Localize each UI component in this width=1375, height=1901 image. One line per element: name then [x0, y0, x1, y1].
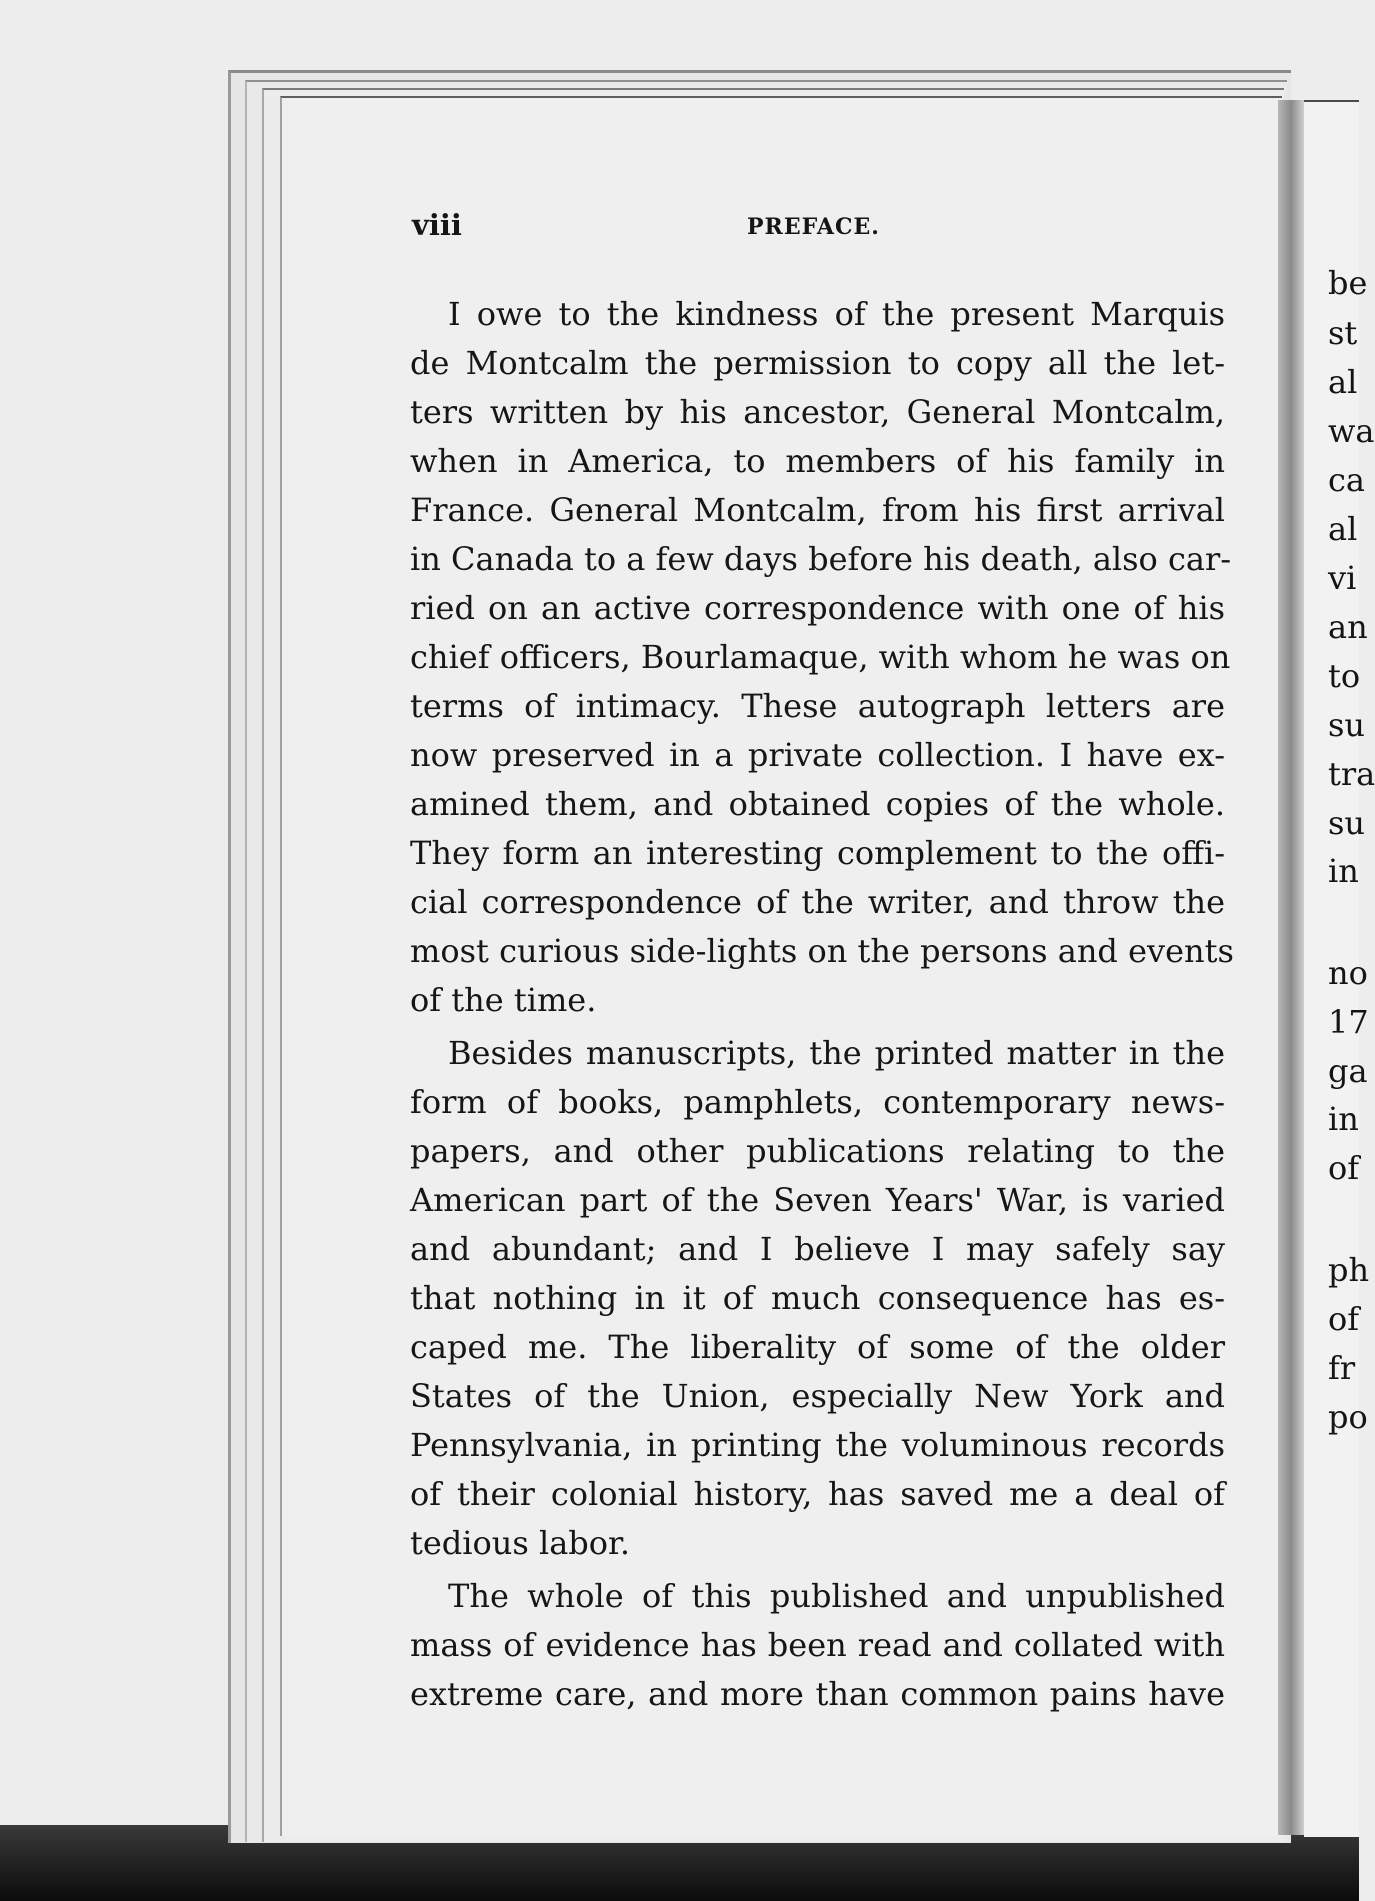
text-line: that nothing in it of much consequence has es- [410, 1279, 1225, 1317]
facing-page-fragment: an [1328, 608, 1368, 646]
facing-page-fragment: ga [1328, 1052, 1368, 1090]
text-line: in Canada to a few days before his death, also car- [410, 540, 1232, 578]
text-line: papers, and other publications relating to the [410, 1132, 1225, 1170]
facing-page-fragment: ca [1328, 461, 1365, 499]
running-head: PREFACE. [747, 214, 880, 240]
facing-page-fragment: vi [1328, 559, 1357, 597]
facing-page-fragment: 17 [1328, 1003, 1369, 1041]
text-line: States of the Union, especially New York and [410, 1377, 1225, 1415]
page-number: viii [412, 208, 462, 242]
text-line: The whole of this published and unpublished [448, 1577, 1225, 1615]
text-line: ters written by his ancestor, General Montcalm, [410, 393, 1225, 431]
text-line: amined them, and obtained copies of the whole. [410, 785, 1225, 823]
text-line: extreme care, and more than common pains have [410, 1675, 1225, 1713]
facing-page-fragment: su [1328, 706, 1366, 744]
text-line: tedious labor. [410, 1524, 630, 1562]
facing-page-fragment: al [1328, 363, 1358, 401]
facing-page-fragment: ph [1328, 1251, 1370, 1289]
facing-page-fragment: po [1328, 1398, 1368, 1436]
facing-page-fragment: in [1328, 1100, 1359, 1138]
facing-page-fragment: tra [1328, 755, 1375, 793]
text-line: Pennsylvania, in printing the voluminous records [410, 1426, 1225, 1464]
text-line: I owe to the kindness of the present Marquis [448, 295, 1225, 333]
text-line: cial correspondence of the writer, and throw the [410, 883, 1225, 921]
page-header [412, 208, 1226, 248]
facing-page-fragment: to [1328, 657, 1361, 695]
facing-page-fragment: fr [1328, 1349, 1356, 1387]
text-line: form of books, pamphlets, contemporary news- [410, 1083, 1225, 1121]
text-line: ried on an active correspondence with one of his [410, 589, 1225, 627]
facing-page-fragment: no [1328, 954, 1368, 992]
facing-page-fragment: al [1328, 510, 1358, 548]
text-line: most curious side-lights on the persons and events [410, 932, 1234, 970]
facing-page-fragment: su [1328, 804, 1366, 842]
facing-page-fragment: in [1328, 852, 1359, 890]
text-line: de Montcalm the permission to copy all the let- [410, 344, 1225, 382]
text-line: mass of evidence has been read and collated with [410, 1626, 1225, 1664]
paragraph [410, 290, 1234, 1025]
text-line: now preserved in a private collection. I have ex- [410, 736, 1225, 774]
text-line: They form an interesting complement to the offi- [410, 834, 1225, 872]
paragraph [410, 1572, 1225, 1719]
facing-page-fragment: st [1328, 314, 1358, 352]
text-line: American part of the Seven Years' War, is varied [410, 1181, 1225, 1219]
text-line: Besides manuscripts, the printed matter in the [448, 1034, 1225, 1072]
book-spine [1278, 100, 1304, 1835]
text-line: and abundant; and I believe I may safely say [410, 1230, 1225, 1268]
text-line: of their colonial history, has saved me a deal of [410, 1475, 1225, 1513]
facing-page-fragment: of [1328, 1300, 1360, 1338]
text-line: when in America, to members of his family in [410, 442, 1225, 480]
text-line: France. General Montcalm, from his first arrival [410, 491, 1225, 529]
text-line: terms of intimacy. These autograph letters are [410, 687, 1225, 725]
paragraph [410, 1029, 1225, 1568]
facing-page-fragment: wa [1328, 412, 1375, 450]
facing-page [1304, 100, 1375, 1837]
text-line: caped me. The liberality of some of the older [410, 1328, 1225, 1366]
facing-page-fragment: be [1328, 264, 1368, 302]
text-line: chief officers, Bourlamaque, with whom he was on [410, 638, 1231, 676]
text-line: of the time. [410, 981, 597, 1019]
body-text [410, 290, 1234, 1719]
facing-page-fragment: of [1328, 1149, 1360, 1187]
